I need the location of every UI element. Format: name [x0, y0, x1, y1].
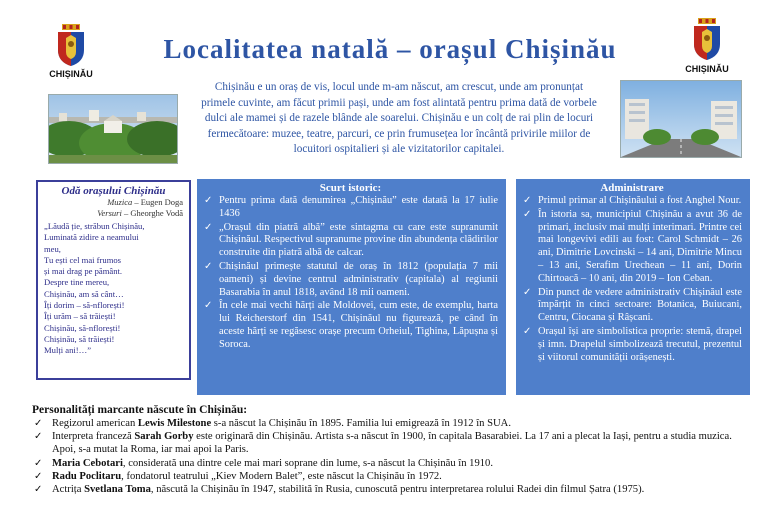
- ode-music-credit: Muzica – Eugen Doga: [107, 197, 183, 207]
- ode-line: Luminată zidire a neamului: [44, 232, 139, 243]
- personality-item: ✓ Radu Poclitaru, fondatorul teatrului „Kiev Modern Balet”, este născut la Chișinău în 1972.: [32, 470, 752, 483]
- ode-line: Îți dorim – să-nflorești!: [44, 300, 125, 311]
- ode-box: [36, 180, 191, 380]
- ode-line: Chișinău, să-nflorești!: [44, 322, 121, 333]
- city-photo-right: [620, 80, 742, 158]
- ode-line: Despre tine mereu,: [44, 277, 110, 288]
- coat-label-left: CHIȘINĂU: [49, 69, 93, 79]
- intro-paragraph: Chișinău e un oraș de vis, locul unde m-am născut, am crescut, unde am pronunțat primele cuvinte, am făcut primii pași, unde am fost alintată pentru prima dată de vorbele dulci ale mamei și de razele blânde ale soarelui. Chișinău e un colț de rai plin de locuri fermecătoare: muzee, teatre, parcuri, ce prin frumusețea lor încântă privirile miilor de locuitori ospitalieri și ale vizitatorilor capitalei.: [201, 81, 597, 155]
- ode-line: Mulți ani!…”: [44, 345, 92, 356]
- personalities-title: Personalități marcante născute în Chișinău:: [32, 404, 248, 416]
- ode-verse: [44, 221, 183, 357]
- ode-line: Chișinău, să trăiești!: [44, 333, 115, 344]
- history-title: Scurt istoric:: [319, 182, 382, 194]
- personality-item: ✓ Actrița Svetlana Toma, născută la Chișinău în 1947, stabilită în Rusia, cunoscută pentru interpretarea rolului Radei din filmul Șatra (1975).: [32, 483, 752, 496]
- history-item: ✓ „Orașul din piatră albă” este sintagma cu care este supranumit Chișinăul. Respectivul supranume provine din abundența clădirilor construite din piatră albă de calcar.: [203, 222, 498, 260]
- administration-item: ✓ Primul primar al Chișinăului a fost Anghel Nour.: [522, 195, 742, 208]
- ode-line: Chișinău, am să cânt…: [44, 288, 124, 299]
- coat-of-arms-left-icon: [54, 24, 88, 66]
- administration-item: ✓ Din punct de vedere administrativ Chișinăul este împărțit în cinci sectoare: Botanica, Buiucani, Centru, Ciocana și Râșcani.: [522, 287, 742, 325]
- history-item: ✓ Chișinăul primește statutul de oraș în 1812 (populația 7 mii oameni) și devine centrul administrativ (capitala) al regiunii Basarabia în anul 1818, având 18 mii oameni.: [203, 261, 498, 299]
- page-title: Localitatea natală – orașul Chișinău: [163, 34, 617, 64]
- personality-item: ✓ Maria Cebotari, considerată una dintre cele mai mari soprane din lume, s-a născut la Chișinău în 1910.: [32, 457, 752, 470]
- history-item: ✓ În cele mai vechi hărți ale Moldovei, cum este, de exemplu, harta lui Reicherstorf din 1541, Chișinăul nu figurează, pe când în aceste hărți se regăsesc orașe precum Orheiul, Tighina, Lăpușna și Soroca.: [203, 300, 498, 351]
- personalities-section: [32, 404, 752, 496]
- city-photo-left: [48, 94, 178, 164]
- administration-title: Administrare: [600, 182, 664, 194]
- ode-lyrics-credit: Versuri – Gheorghe Vodă: [97, 208, 183, 218]
- personality-item: ✓ Interpreta franceză Sarah Gorby este originară din Chișinău. Artista s-a născut în 1900, în capitala Basarabiei. La 17 ani a plecat la Iași, pentru a studia muzica. Apoi, s-a mutat la Roma, iar mai apoi la Paris.: [32, 430, 752, 456]
- administration-item: ✓ Orașul își are simbolistica proprie: stemă, drapel și imn. Drapelul simbolizează trecutul, prezentul și viitorul comunității orășenești.: [522, 326, 742, 364]
- history-panel: [197, 179, 506, 395]
- administration-item: ✓ În istoria sa, municipiul Chișinău a avut 36 de primari, inclusiv mai mulți interimari. Printre cei mai longevivi edili au fost: Carol Schmidt – 26 ani, Dimitrie Lovcinski – 14 ani, Dimitrie Mincu – 13 ani, Serafim Urechean – 11 ani, Dorin Chirtoacă – 10 ani, din 2019 – Ion Ceban.: [522, 209, 742, 286]
- ode-line: și mai drag pe pământ.: [44, 266, 123, 277]
- ode-line: „Lăudă ție, străbun Chișinău,: [44, 221, 145, 231]
- coat-label-right: CHIȘINĂU: [685, 64, 729, 74]
- ode-title: Odă orașului Chișinău: [61, 185, 166, 197]
- ode-line: meu,: [44, 243, 61, 254]
- coat-of-arms-right-icon: [690, 18, 724, 60]
- ode-line: Îți urăm – să trăiești!: [44, 311, 116, 322]
- administration-panel: [516, 179, 750, 395]
- history-item: ✓ Pentru prima dată denumirea „Chișinău” este datată la 17 iulie 1436: [203, 195, 498, 221]
- personality-item: ✓ Regizorul american Lewis Milestone s-a născut la Chișinău în 1895. Familia lui emigrează în 1912 în SUA.: [32, 417, 752, 430]
- ode-line: Tu ești cel mai frumos: [44, 254, 122, 265]
